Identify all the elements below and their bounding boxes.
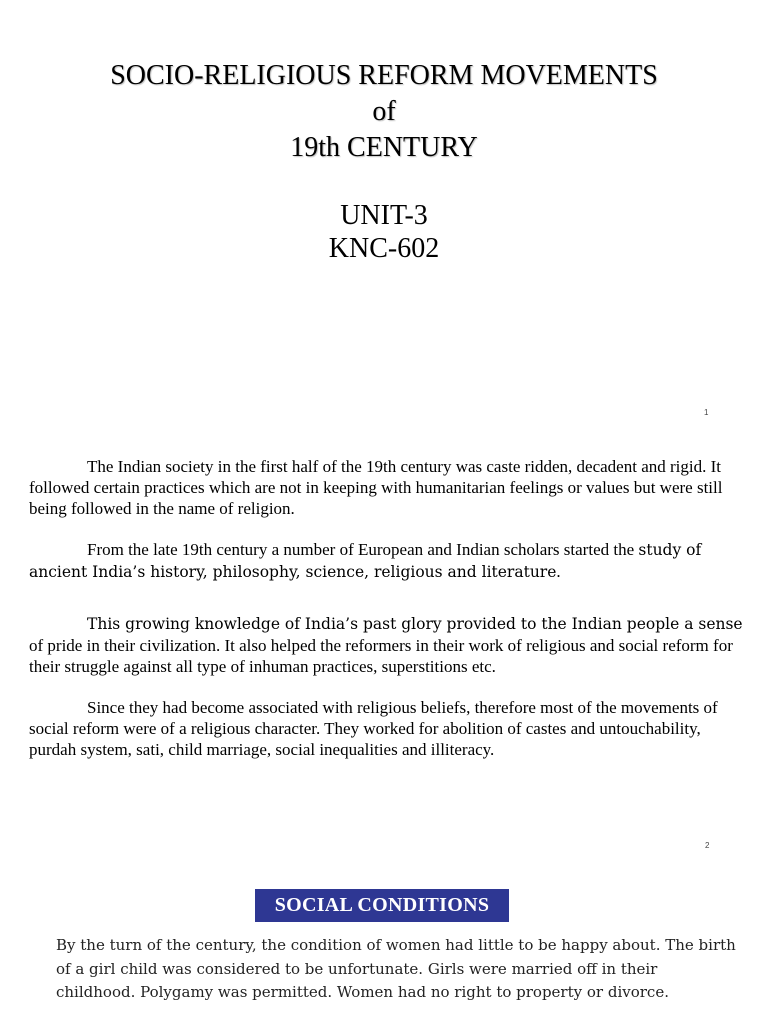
unit-number: UNIT-3 — [340, 200, 428, 231]
document-title — [0, 58, 768, 166]
paragraph-3-rest: of pride in their civilization. It also helped the reformers in their work of religious and social reform for their struggle against all type of inhuman practices, superstitions etc. — [29, 636, 733, 676]
title-line-2: of — [372, 96, 396, 127]
paragraph-2 — [29, 539, 744, 583]
social-conditions-text: By the turn of the century, the condition of women had little to be happy about. The birth of a girl child was considered to be unfortunate. Girls were married off in their childhood. Polygamy was permitted. Women had no right to property or divorce. — [56, 936, 736, 1001]
paragraph-1-text: The Indian society in the first half of the 19th century was caste ridden, decadent and rigid. It followed certain practices which are not in keeping with humanitarian feelings or values but were still being followed in the name of religion. — [29, 457, 723, 518]
title-line-3: 19th CENTURY — [290, 132, 478, 163]
paragraph-2-start: From the late 19th century a number of European and Indian scholars started the — [87, 540, 635, 559]
paragraph-3-alt: This growing knowledge of India’s past glory provided to the Indian people a sense — [87, 615, 743, 633]
social-conditions-heading: SOCIAL CONDITIONS — [255, 889, 509, 922]
unit-info — [0, 199, 768, 265]
title-line-1: SOCIO-RELIGIOUS REFORM MOVEMENTS — [110, 60, 658, 91]
paragraph-4-text: Since they had become associated with religious beliefs, therefore most of the movements of social reform were of a religious character. They worked for abolition of castes and untouchability, purdah system, sati, child marriage, social inequalities and illiteracy. — [29, 698, 718, 759]
paragraph-4 — [29, 697, 744, 760]
paragraph-3 — [29, 613, 744, 677]
paragraph-1 — [29, 456, 744, 519]
paragraph-2-alt: study of ancient India’s history, philosophy, science, religious and literature — [29, 541, 702, 581]
course-code: KNC-602 — [328, 233, 440, 264]
paragraph-2-end: . — [556, 562, 561, 581]
page-number-1: 1 — [704, 408, 709, 417]
page-number-2: 2 — [705, 841, 710, 850]
